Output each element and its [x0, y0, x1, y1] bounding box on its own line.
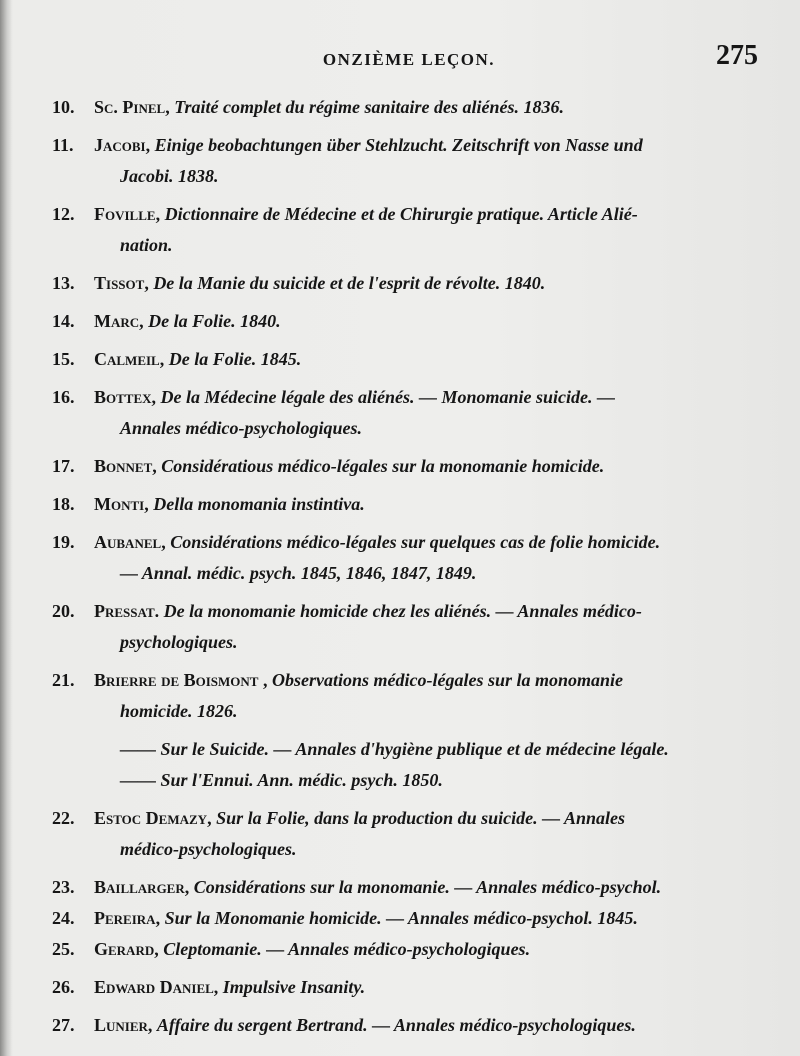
reference-item: 22. Estoc Demazy, Sur la Folie, dans la production du suicide. — Annales médico-psychologiques.	[52, 803, 758, 865]
reference-author: Brierre de Boismont	[94, 670, 259, 690]
reference-item: 10. Sc. Pinel, Traité complet du régime sanitaire des aliénés. 1836.	[52, 92, 758, 123]
reference-text: Considérations sur la monomanie. — Annales médico-psychol.	[193, 877, 662, 897]
reference-author: Bottex	[94, 387, 152, 407]
reference-text: Traité complet du régime sanitaire des aliénés. 1836.	[174, 97, 564, 117]
reference-author: Estoc Demazy	[94, 808, 208, 828]
reference-author: Foville	[94, 204, 156, 224]
page-gutter-shadow	[0, 0, 12, 1056]
reference-text: —— Sur l'Ennui. Ann. médic. psych. 1850.	[120, 770, 443, 790]
reference-author: Bonnet	[94, 456, 153, 476]
reference-number: 11.	[52, 135, 74, 155]
reference-text: — Annal. médic. psych. 1845, 1846, 1847, 1849.	[120, 563, 477, 583]
reference-text: De la Manie du suicide et de l'esprit de révolte. 1840.	[153, 273, 546, 293]
reference-text: Della monomania instintiva.	[153, 494, 365, 514]
reference-author: Lunier	[94, 1015, 148, 1035]
reference-item: 13. Tissot, De la Manie du suicide et de l'esprit de révolte. 1840.	[52, 268, 758, 299]
reference-text: De la Folie. 1845.	[168, 349, 302, 369]
reference-item: 18. Monti, Della monomania instintiva.	[52, 489, 758, 520]
reference-text: médico-psychologiques.	[120, 839, 297, 859]
page-number: 275	[716, 40, 758, 71]
reference-number: 16.	[52, 387, 75, 407]
reference-author: Baillarger	[94, 877, 185, 897]
reference-text: nation.	[120, 235, 173, 255]
reference-item: 14. Marc, De la Folie. 1840.	[52, 306, 758, 337]
reference-item: 16. Bottex, De la Médecine légale des aliénés. — Monomanie suicide. — Annales médico-psychologiques.	[52, 382, 758, 444]
reference-item: 17. Bonnet, Considératious médico-légales sur la monomanie homicide.	[52, 451, 758, 482]
reference-number: 10.	[52, 97, 75, 117]
reference-item: 19. Aubanel, Considérations médico-légales sur quelques cas de folie homicide. — Annal. médic. psych. 1845, 1846, 1847, 1849.	[52, 527, 758, 589]
reference-item: 11. Jacobi, Einige beobachtungen über Stehlzucht. Zeitschrift von Nasse und Jacobi. 1838.	[52, 130, 758, 192]
reference-text: De la monomanie homicide chez les aliénés. — Annales médico-	[163, 601, 642, 621]
reference-number: 25.	[52, 939, 75, 959]
reference-item: 21. Brierre de Boismont , Observations médico-légales sur la monomanie homicide. 1826.	[52, 665, 758, 727]
reference-number: 12.	[52, 204, 75, 224]
reference-text: De la Folie. 1840.	[148, 311, 281, 331]
reference-number: 13.	[52, 273, 75, 293]
reference-item: 23. Baillarger, Considérations sur la monomanie. — Annales médico-psychol.	[52, 872, 758, 903]
reference-text: Einige beobachtungen über Stehlzucht. Zeitschrift von Nasse und	[154, 135, 643, 155]
reference-text: psychologiques.	[120, 632, 238, 652]
reference-number: 18.	[52, 494, 75, 514]
reference-text: Sur la Folie, dans la production du suicide. — Annales	[216, 808, 625, 828]
reference-author: Marc	[94, 311, 140, 331]
reference-number: 26.	[52, 977, 75, 997]
reference-number: 20.	[52, 601, 75, 621]
reference-text: De la Médecine légale des aliénés. — Monomanie suicide. —	[160, 387, 615, 407]
reference-item: 25. Gerard, Cleptomanie. — Annales médico-psychologiques.	[52, 934, 758, 965]
reference-text: Observations médico-légales sur la monomanie	[271, 670, 623, 690]
reference-item: 12. Foville, Dictionnaire de Médecine et de Chirurgie pratique. Article Alié- nation.	[52, 199, 758, 261]
reference-item: 27. Lunier, Affaire du sergent Bertrand. — Annales médico-psychologiques.	[52, 1010, 758, 1041]
reference-author: Tissot	[94, 273, 145, 293]
reference-author: Pressat	[94, 601, 155, 621]
reference-number: 22.	[52, 808, 75, 828]
reference-item: 26. Edward Daniel, Impulsive Insanity.	[52, 972, 758, 1003]
reference-text: Annales médico-psychologiques.	[120, 418, 362, 438]
reference-number: 27.	[52, 1015, 75, 1035]
reference-author: Gerard	[94, 939, 155, 959]
reference-number: 24.	[52, 908, 75, 928]
reference-text: homicide. 1826.	[120, 701, 238, 721]
reference-list	[52, 92, 758, 1041]
reference-text: Jacobi. 1838.	[120, 166, 219, 186]
reference-number: 21.	[52, 670, 75, 690]
running-title: ONZIÈME LEÇON.	[322, 50, 496, 69]
reference-text: Impulsive Insanity.	[222, 977, 366, 997]
reference-item: 24. Pereira, Sur la Monomanie homicide. — Annales médico-psychol. 1845.	[52, 903, 758, 934]
reference-author: Edward Daniel	[94, 977, 214, 997]
reference-number: 23.	[52, 877, 75, 897]
page-header	[60, 40, 758, 80]
reference-text: Sur la Monomanie homicide. — Annales médico-psychol. 1845.	[164, 908, 638, 928]
reference-number: 19.	[52, 532, 75, 552]
reference-author: Calmeil	[94, 349, 160, 369]
reference-text: Dictionnaire de Médecine et de Chirurgie pratique. Article Alié-	[164, 204, 638, 224]
reference-item: 20. Pressat. De la monomanie homicide chez les aliénés. — Annales médico- psychologiques.	[52, 596, 758, 658]
reference-number: 15.	[52, 349, 75, 369]
reference-author: Aubanel	[94, 532, 162, 552]
reference-author: Jacobi	[94, 135, 146, 155]
reference-author: Pereira	[94, 908, 156, 928]
reference-author: Monti	[94, 494, 145, 514]
reference-text: —— Sur le Suicide. — Annales d'hygiène publique et de médecine légale.	[120, 739, 669, 759]
reference-text: Affaire du sergent Bertrand. — Annales médico-psychologiques.	[156, 1015, 636, 1035]
reference-number: 17.	[52, 456, 75, 476]
reference-text: Considérations médico-légales sur quelques cas de folie homicide.	[170, 532, 661, 552]
reference-author: Sc. Pinel	[94, 97, 166, 117]
reference-text: Considératious médico-légales sur la monomanie homicide.	[161, 456, 605, 476]
reference-number: 14.	[52, 311, 75, 331]
reference-item: 15. Calmeil, De la Folie. 1845.	[52, 344, 758, 375]
reference-text: Cleptomanie. — Annales médico-psychologiques.	[163, 939, 531, 959]
reference-subitems	[52, 734, 758, 796]
